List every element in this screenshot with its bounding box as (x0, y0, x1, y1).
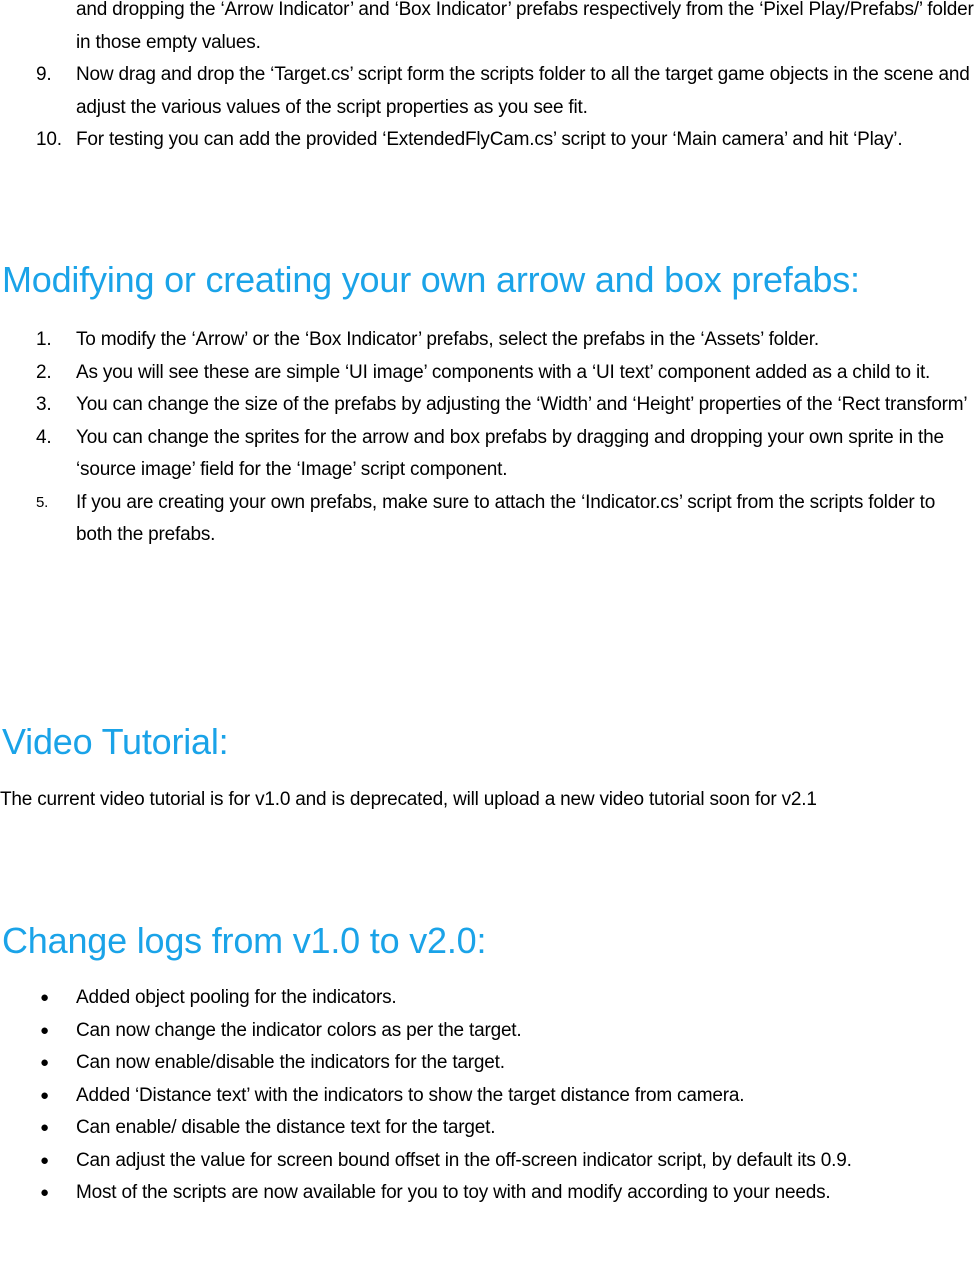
list-marker: 9. (36, 64, 52, 85)
section-heading-video: Video Tutorial: (2, 721, 229, 762)
changelog-list (0, 982, 974, 1210)
list-item-text: and dropping the ‘Arrow Indicator’ and ‘Box Indicator’ prefabs respectively from the ‘Pixel Play/Prefabs/’ folder in those empty values. (76, 0, 974, 53)
list-item-10 (0, 124, 974, 157)
bullet-icon: ● (40, 1184, 49, 1201)
bullet-icon: ● (40, 989, 49, 1006)
list-item-9 (0, 59, 974, 124)
list-item-text: As you will see these are simple ‘UI image’ components with a ‘UI text’ component added as a child to it. (76, 361, 931, 383)
list-item-text: You can change the size of the prefabs by adjusting the ‘Width’ and ‘Height’ properties of the ‘Rect transform’ (76, 394, 968, 415)
changelog-text: Most of the scripts are now available for you to toy with and modify according to your needs. (76, 1182, 831, 1203)
bullet-icon: ● (40, 1119, 49, 1136)
list-marker: 1. (36, 329, 52, 350)
changelog-item (0, 982, 974, 1015)
list-marker: 5. (36, 493, 49, 511)
bullet-icon: ● (40, 1151, 49, 1169)
changelog-text: Can now change the indicator colors as per the target. (76, 1019, 522, 1041)
list-marker: 3. (36, 394, 52, 415)
list-item-text: For testing you can add the provided ‘ExtendedFlyCam.cs’ script to your ‘Main camera’ and hit ‘Play’. (76, 129, 903, 150)
list-item-4 (0, 422, 974, 487)
changelog-item (0, 1015, 974, 1048)
changelog-item (0, 1177, 974, 1210)
changelog-text: Can now enable/disable the indicators for the target. (76, 1052, 505, 1073)
section-heading-prefabs: Modifying or creating your own arrow and box prefabs: (2, 259, 860, 300)
list-item-text: You can change the sprites for the arrow and box prefabs by dragging and dropping your own sprite in the ‘source image’ field for the ‘Image’ script component. (76, 426, 944, 480)
video-tutorial-text: The current video tutorial is for v1.0 and is deprecated, will upload a new video tutorial soon for v2.1 (0, 789, 817, 810)
changelog-text: Added ‘Distance text’ with the indicators to show the target distance from camera. (76, 1084, 745, 1106)
changelog-text: Can enable/ disable the distance text for the target. (76, 1117, 496, 1138)
intro-list (0, 0, 974, 157)
changelog-item (0, 1112, 974, 1145)
bullet-icon: ● (40, 1086, 49, 1104)
changelog-text: Can adjust the value for screen bound offset in the off-screen indicator script, by default its 0.9. (76, 1149, 852, 1171)
bullet-icon: ● (40, 1054, 49, 1071)
list-item-3 (0, 389, 974, 422)
list-item-continuation (0, 0, 974, 59)
changelog-item (0, 1080, 974, 1113)
changelog-text: Added object pooling for the indicators. (76, 987, 397, 1008)
list-item-text: Now drag and drop the ‘Target.cs’ script form the scripts folder to all the target game objects in the scene and adjust the various values of the script properties as you see fit. (76, 64, 970, 118)
list-marker: 4. (36, 426, 52, 448)
list-item-2 (0, 357, 974, 390)
bullet-icon: ● (40, 1021, 49, 1039)
prefabs-list (0, 324, 974, 552)
list-item-5 (0, 487, 974, 552)
section-heading-changelog: Change logs from v1.0 to v2.0: (2, 920, 487, 961)
changelog-item (0, 1047, 974, 1080)
list-item-text: If you are creating your own prefabs, make sure to attach the ‘Indicator.cs’ script from the scripts folder to both the prefabs. (76, 491, 936, 545)
changelog-item (0, 1145, 974, 1178)
list-item-1 (0, 324, 974, 357)
list-marker: 2. (36, 361, 52, 383)
list-marker: 10. (36, 129, 62, 150)
list-item-text: To modify the ‘Arrow’ or the ‘Box Indicator’ prefabs, select the prefabs in the ‘Assets’ folder. (76, 329, 819, 350)
